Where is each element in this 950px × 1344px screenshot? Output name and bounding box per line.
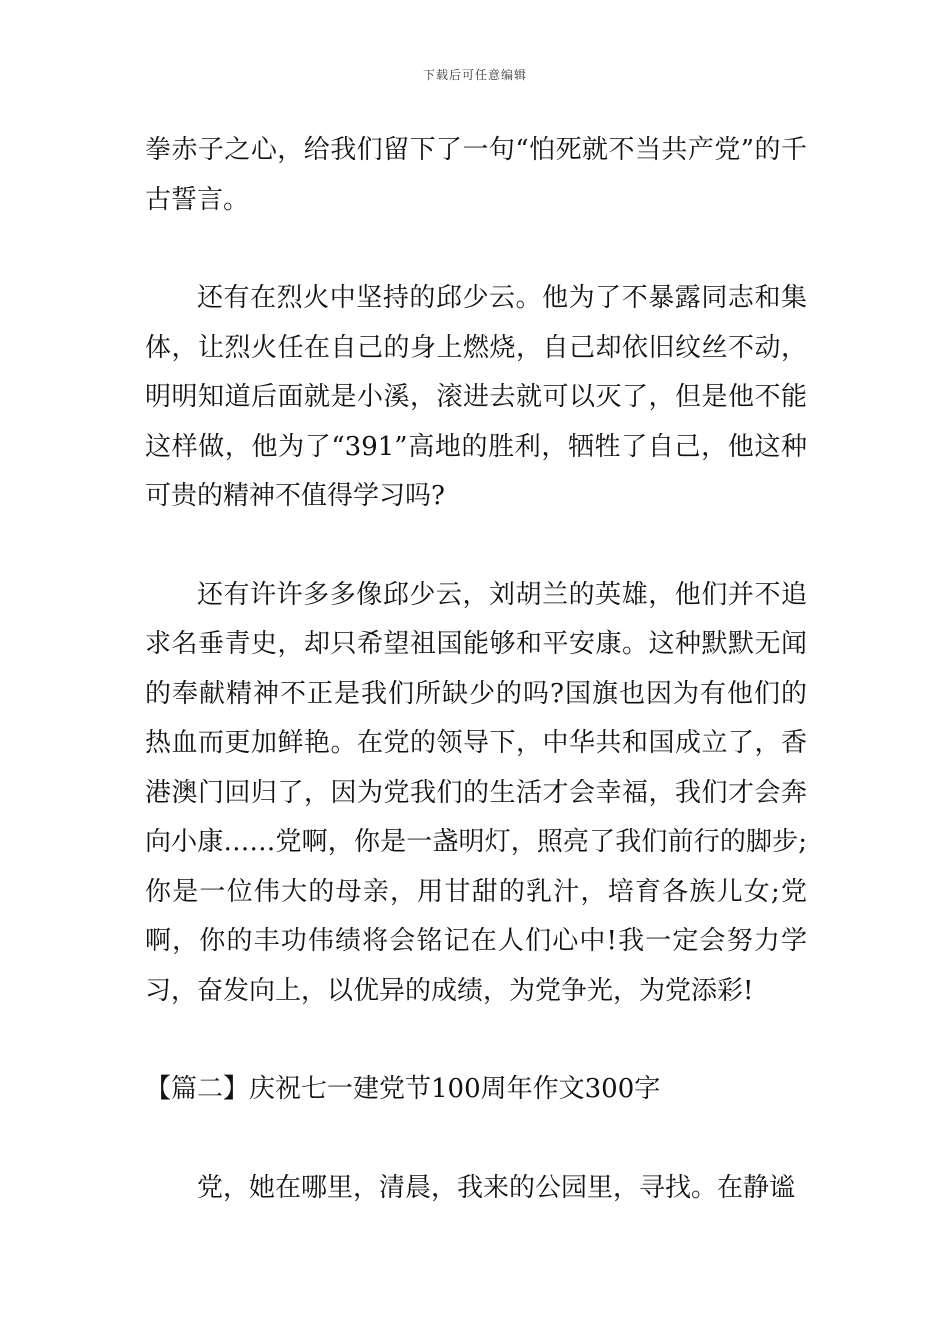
paragraph-2: 还有在烈火中坚持的邱少云。他为了不暴露同志和集体，让烈火任在自己的身上燃烧，自己却依旧纹丝不动，明明知道后面就是小溪，滚进去就可以灭了，但是他不能这样做，他为了“391”高地的胜利，牺牲了自己，他这种可贵的精神不值得学习吗? [145, 283, 807, 511]
section-title: 【篇二】庆祝七一建党节100周年作文300字 [145, 1074, 661, 1104]
paragraph-4: 党，她在哪里，清晨，我来的公园里，寻找。在静谧 [197, 1172, 796, 1203]
paragraph-1: 拳赤子之心，给我们留下了一句“怕死就不当共产党”的千古誓言。 [145, 135, 807, 215]
paragraph-3: 还有许许多多像邱少云，刘胡兰的英雄，他们并不追求名垂青史，却只希望祖国能够和平安康。这种默默无闻的奉献精神不正是我们所缺少的吗?国旗也因为有他们的热血而更加鲜艳。在党的领导下，中华共和国成立了，香港澳门回归了，因为党我们的生活才会幸福，我们才会奔向小康……党啊，你是一盏明灯，照亮了我们前行的脚步;你是一位伟大的母亲，用甘甜的乳汁，培育各族儿女;党啊，你的丰功伟绩将会铭记在人们心中!我一定会努力学习，奋发向上，以优异的成绩，为党争光，为党添彩! [145, 579, 807, 1006]
page-header-note: 下载后可任意编辑 [422, 68, 527, 82]
document-body [145, 126, 807, 1213]
